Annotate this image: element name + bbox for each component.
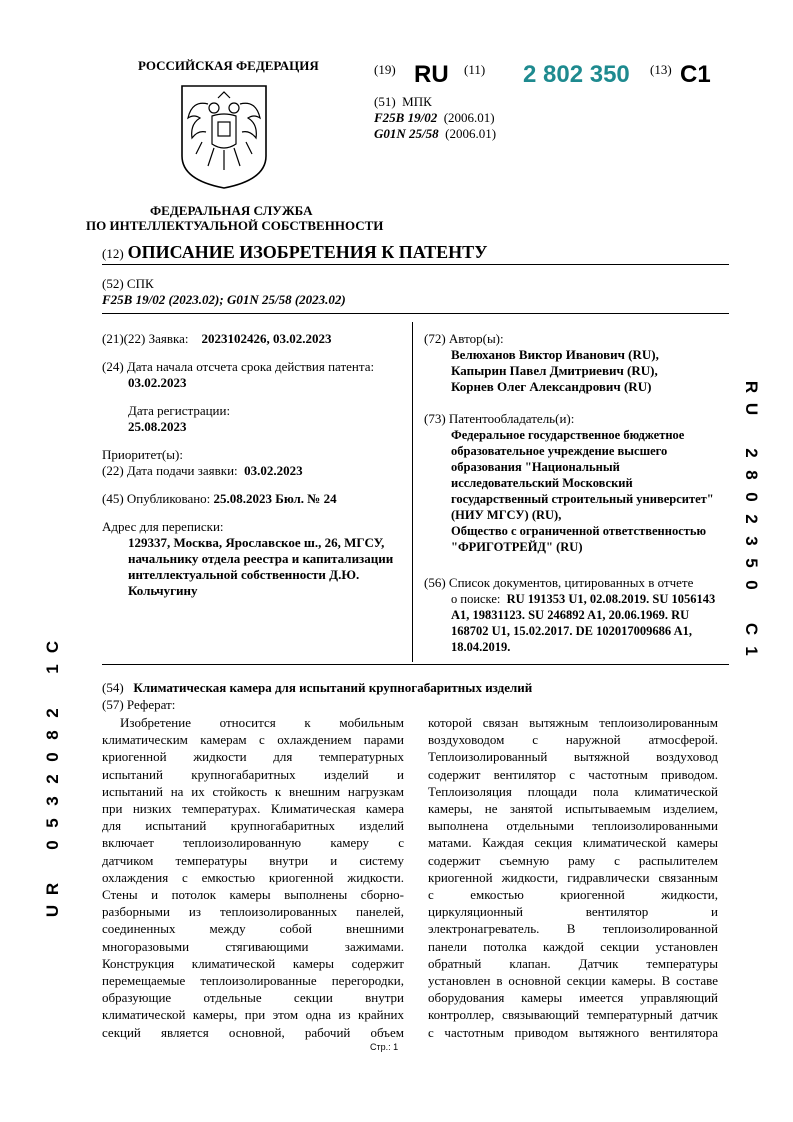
owner-line: "ФРИГОТРЕЙД" (RU) xyxy=(451,540,583,554)
abstract-line: криогенной жидкости для температурных xyxy=(102,749,404,765)
spk-label: (52) СПК xyxy=(102,276,154,291)
cited-docs-label: (56) Список документов, цитированных в отчете xyxy=(424,575,694,590)
publication-value: 25.08.2023 Бюл. № 24 xyxy=(213,491,337,506)
abstract-column-2 xyxy=(428,714,718,1041)
application-value: 2023102426, 03.02.2023 xyxy=(201,331,332,346)
side-char: R xyxy=(43,882,62,896)
code-11: (11) xyxy=(464,62,486,77)
priority-label: Приоритет(ы): xyxy=(102,447,183,462)
abstract-line: образующие отдельные секции внутри xyxy=(102,990,404,1006)
spk-value: F25B 19/02 (2023.02); G01N 25/58 (2023.02) xyxy=(102,292,346,307)
mpk-year: (2006.01) xyxy=(443,110,495,125)
country-name: РОССИЙСКАЯ ФЕДЕРАЦИЯ xyxy=(138,58,319,73)
publication-field xyxy=(102,491,337,507)
abstract-line: испытаний крупногабаритных изделий и xyxy=(102,766,404,782)
owner-line: исследовательский Московский xyxy=(451,476,633,490)
side-char: 2 xyxy=(742,514,761,524)
title-text: ОПИСАНИЕ ИЗОБРЕТЕНИЯ К ПАТЕНТУ xyxy=(127,242,488,262)
start-date-label: (24) Дата начала отсчета срока действия патента: xyxy=(102,359,375,374)
divider xyxy=(102,313,729,314)
side-char: 0 xyxy=(742,492,761,502)
abstract-line: соединенных между собой внешними xyxy=(102,921,404,937)
abstract-line: которой связан вытяжным теплоизолированным xyxy=(428,715,718,730)
mpk-class: F25B 19/02 xyxy=(374,110,438,125)
address-block xyxy=(128,535,393,599)
abstract-line: перемещаемые теплоизолированные перегородки, xyxy=(102,973,404,989)
side-char: 3 xyxy=(43,796,62,806)
registration-value: 25.08.2023 xyxy=(128,419,187,434)
filing-label: (22) Дата подачи заявки: xyxy=(102,463,238,478)
cited-docs-block xyxy=(451,591,715,655)
patent-number: 2 802 350 xyxy=(523,61,630,88)
cited-line xyxy=(451,591,715,607)
side-char: 0 xyxy=(742,580,761,590)
eagle-icon xyxy=(178,82,270,192)
mpk-label: МПК xyxy=(402,94,432,109)
invention-title-code: (54) xyxy=(102,680,124,695)
abstract-line: климатическим камерам с охлаждением парами xyxy=(102,732,404,748)
abstract-line: разборными из теплоизолированных панелей, xyxy=(102,904,404,920)
abstract-line: выполнена отдельными теплоизолированными xyxy=(428,818,718,834)
registration-label: Дата регистрации: xyxy=(128,403,231,418)
author-item: Капырин Павел Дмитриевич (RU), xyxy=(451,363,658,378)
application-label: (21)(22) Заявка: xyxy=(102,331,189,346)
page-number: Стр.: 1 xyxy=(370,1042,399,1052)
abstract-line: камеры, не занятой испытываемым изделием, xyxy=(428,801,718,817)
mpk-entry xyxy=(374,126,496,142)
mpk-heading xyxy=(374,94,432,110)
owner-block xyxy=(451,427,714,555)
abstract-line: испытаний на их стойкость к внешним нагрузкам xyxy=(102,783,404,799)
side-char: 2 xyxy=(43,708,62,718)
side-char: 5 xyxy=(43,818,62,828)
abstract-line: секций является основной, рабочий объем xyxy=(102,1024,404,1040)
side-char: U xyxy=(742,402,761,416)
code-19: (19) xyxy=(374,62,396,77)
mpk-class: G01N 25/58 xyxy=(374,126,439,141)
abstract-line: для испытаний крупногабаритных изделий xyxy=(102,818,404,834)
address-line: 129337, Москва, Ярославское ш., 26, МГСУ, xyxy=(128,535,385,550)
abstract-line: Конструкция климатической камеры содержит xyxy=(102,955,404,971)
abstract-line: датчиком температуры внутри и систему xyxy=(102,852,404,868)
abstract-line: электронагреватель. В теплоизолированной xyxy=(428,921,718,937)
abstract-line: включает теплоизолированную камеру с xyxy=(102,835,404,851)
owner-line: образования "Национальный xyxy=(451,460,620,474)
author-item: Корнев Олег Александрович (RU) xyxy=(451,379,652,394)
abstract-line: Изобретение относится к мобильным xyxy=(120,715,404,730)
abstract-line: матами. Каждая секция климатической камеры xyxy=(428,835,718,851)
abstract-line: содержит съемную раму с распылителем xyxy=(428,852,718,868)
divider xyxy=(102,664,729,665)
cited-prefix: о поиске: xyxy=(451,592,501,606)
side-char: C xyxy=(43,640,62,654)
side-char: C xyxy=(742,622,761,636)
side-char: 8 xyxy=(43,730,62,740)
address-line: Кольчугину xyxy=(128,583,198,598)
address-label: Адрес для переписки: xyxy=(102,519,224,534)
country-code: RU xyxy=(414,61,449,88)
side-char: 8 xyxy=(742,470,761,480)
side-char: 3 xyxy=(742,536,761,546)
start-date-value: 03.02.2023 xyxy=(128,375,187,390)
abstract-line: при низких температурах. Климатическая камера xyxy=(102,801,404,817)
column-divider xyxy=(412,322,413,662)
address-line: начальнику отдела реестра и капитализации xyxy=(128,551,394,566)
side-code-left xyxy=(43,636,62,922)
cited-line: 168702 U1, 15.02.2017. DE 102017009686 A1, xyxy=(451,624,692,638)
side-char: R xyxy=(742,380,761,394)
abstract-line: обратный клапан. Датчик температуры xyxy=(428,955,718,971)
code-13: (13) xyxy=(650,62,672,77)
coat-of-arms-emblem xyxy=(178,82,270,192)
kind-code: C1 xyxy=(680,61,711,88)
abstract-line: многоразовыми стягивающими зажимами. xyxy=(102,938,404,954)
owner-label: (73) Патентообладатель(и): xyxy=(424,411,575,426)
address-line: интеллектуальной собственности Д.Ю. xyxy=(128,567,360,582)
owner-line: образовательное учреждение высшего xyxy=(451,444,668,458)
abstract-line: Теплоизолированный вытяжной воздуховод xyxy=(428,749,718,765)
mpk-entry xyxy=(374,110,495,126)
side-char: 1 xyxy=(742,646,761,656)
side-char: U xyxy=(43,904,62,918)
agency-line-1: ФЕДЕРАЛЬНАЯ СЛУЖБА xyxy=(150,203,313,218)
abstract-line: охлаждения с емкостью криогенной жидкости. xyxy=(102,869,404,885)
abstract-line: Теплоизоляция площади пола климатической xyxy=(428,783,718,799)
abstract-line: криогенной жидкости, гидравлически связанным xyxy=(428,869,718,885)
side-char: 1 xyxy=(43,664,62,674)
authors-label: (72) Автор(ы): xyxy=(424,331,504,346)
cited-line: A1, 19831123. SU 246892 A1, 20.06.1969. RU xyxy=(451,608,690,622)
filing-value: 03.02.2023 xyxy=(244,463,303,478)
abstract-line: с емкостью криогенной жидкости, xyxy=(428,887,718,903)
owner-line: Федеральное государственное бюджетное xyxy=(451,428,685,442)
owner-line: Общество с ограниченной ответственностью xyxy=(451,524,707,538)
invention-title xyxy=(102,680,532,696)
filing-date-field xyxy=(102,463,303,479)
side-char: 0 xyxy=(43,752,62,762)
side-char: 5 xyxy=(742,558,761,568)
abstract-line: содержит вентилятор с частотным приводом. xyxy=(428,766,718,782)
title-code: (12) xyxy=(102,246,124,261)
owner-line: государственный строительный университет" xyxy=(451,492,714,506)
owner-line: (НИУ МГСУ) (RU), xyxy=(451,508,562,522)
side-char: 2 xyxy=(742,448,761,458)
abstract-line: панели потолка каждой секции установлен xyxy=(428,938,718,954)
abstract-column-1 xyxy=(102,714,404,1041)
side-char: 2 xyxy=(43,774,62,784)
page-title xyxy=(102,242,487,263)
authors-list xyxy=(451,347,659,395)
abstract-line: циркуляционный вентилятор и xyxy=(428,904,718,920)
abstract-label: (57) Реферат: xyxy=(102,697,176,712)
abstract-line: контроллер, связывающий температурный датчик xyxy=(428,1007,718,1023)
agency-line-2: ПО ИНТЕЛЛЕКТУАЛЬНОЙ СОБСТВЕННОСТИ xyxy=(86,218,384,233)
publication-label: (45) Опубликовано: xyxy=(102,491,211,506)
side-char: 0 xyxy=(43,840,62,850)
abstract-line: оборудования камеры имеется управляющий xyxy=(428,990,718,1006)
abstract-line: Стены и потолок камеры выполнены сборно- xyxy=(102,887,404,903)
abstract-line: установлен в основной секции камеры. В составе xyxy=(428,973,718,989)
abstract-line: климатической камеры, при этом одна из крайних xyxy=(102,1007,404,1023)
divider xyxy=(102,264,729,265)
mpk-year: (2006.01) xyxy=(445,126,497,141)
application-field xyxy=(102,331,331,347)
author-item: Велюханов Виктор Иванович (RU), xyxy=(451,347,659,362)
abstract-line: воздуховодом с наружной атмосферой. xyxy=(428,732,718,748)
cited-line: 18.04.2019. xyxy=(451,640,511,654)
mpk-code: (51) xyxy=(374,94,396,109)
abstract-line: с частотным приводом вытяжного вентилятора xyxy=(428,1024,718,1040)
invention-title-text: Климатическая камера для испытаний крупногабаритных изделий xyxy=(133,680,533,695)
cited-text: RU 191353 U1, 02.08.2019. SU 1056143 xyxy=(506,592,716,606)
side-code-right xyxy=(742,376,761,662)
